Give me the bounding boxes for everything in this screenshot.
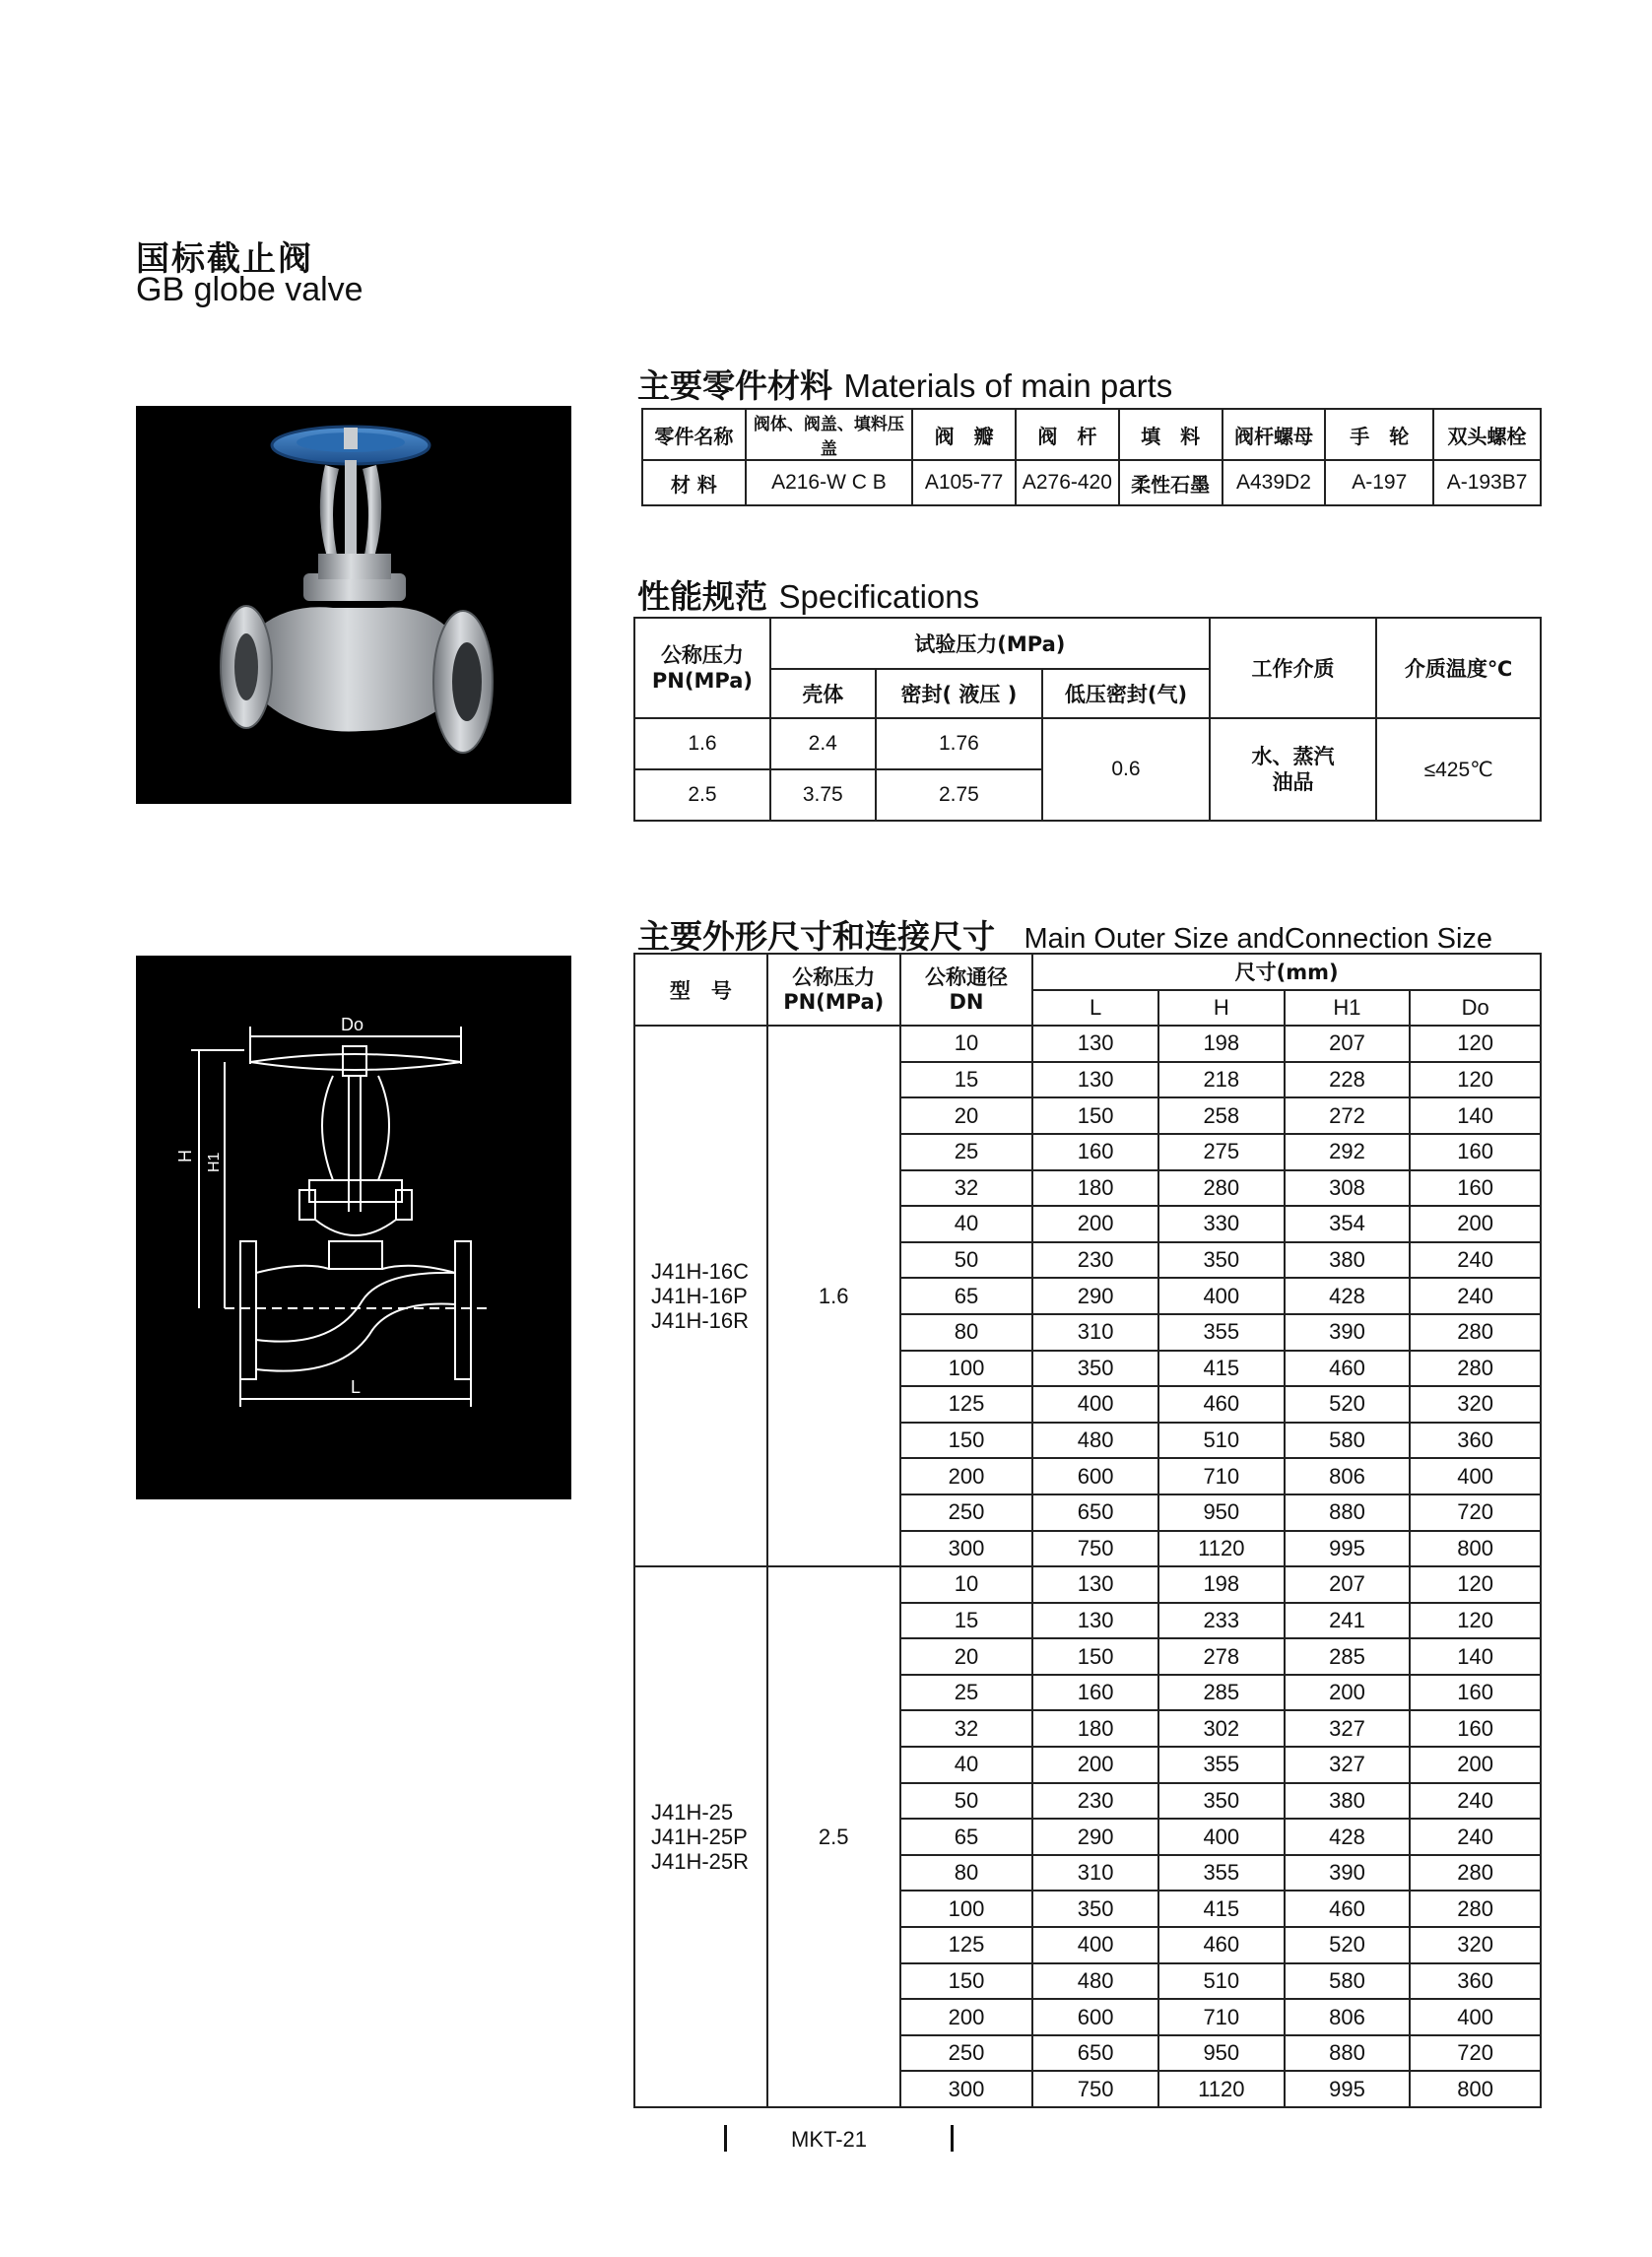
dim-h: 198 [1158,1026,1285,1062]
dim-h: 415 [1158,1351,1285,1387]
materials-header-cell: 双头螺栓 [1433,409,1541,460]
spec-seal: 1.76 [876,718,1043,769]
dim-dn: 300 [900,2071,1033,2107]
materials-header-cell: 零件名称 [642,409,746,460]
materials-header-cell: 填 料 [1119,409,1222,460]
materials-header-cell: 阀体、阀盖、填料压盖 [746,409,913,460]
spec-header-shell: 壳体 [770,669,876,718]
dim-model: J41H-16C J41H-16P J41H-16R [634,1026,767,1566]
footer-bar-left [724,2125,727,2152]
dim-row [634,1566,1541,1603]
dim-header-pn: 公称压力 PN(MPa) [767,954,900,1026]
valve-photo [136,406,571,804]
dimension-drawing-graphic [136,956,571,1499]
spec-pn: 2.5 [634,769,770,821]
materials-value-cell: A105-77 [912,460,1016,505]
spec-header-pn: 公称压力 PN(MPa) [634,618,770,718]
dim-do: 280 [1410,1314,1541,1351]
dim-h1: 460 [1285,1891,1411,1927]
dim-h1: 200 [1285,1675,1411,1711]
dim-l: 480 [1032,1963,1158,2000]
drawing-label-h: H [175,1150,195,1162]
dim-h1: 580 [1285,1423,1411,1459]
dim-do: 400 [1410,1458,1541,1494]
dim-l: 290 [1032,1278,1158,1314]
dim-l: 160 [1032,1675,1158,1711]
materials-title-en: Materials of main parts [843,367,1173,404]
dim-do: 240 [1410,1819,1541,1855]
materials-title-cn: 主要零件材料 [637,366,832,405]
dim-l: 130 [1032,1603,1158,1639]
dim-dn: 80 [900,1855,1033,1892]
materials-value-row [642,460,1541,505]
dim-l: 650 [1032,1494,1158,1531]
dim-h: 355 [1158,1747,1285,1783]
dim-h: 258 [1158,1097,1285,1134]
spec-seal: 2.75 [876,769,1043,821]
dim-h1: 520 [1285,1927,1411,1963]
dim-h: 275 [1158,1134,1285,1170]
dim-h1: 995 [1285,2071,1411,2107]
dim-dn: 32 [900,1170,1033,1207]
dim-do: 320 [1410,1927,1541,1963]
dim-l: 310 [1032,1314,1158,1351]
dim-do: 360 [1410,1963,1541,2000]
page-title-cn: 国标截止阀 [136,239,313,279]
materials-header-cell: 阀 瓣 [912,409,1016,460]
dim-do: 160 [1410,1134,1541,1170]
dim-dn: 250 [900,2035,1033,2072]
dim-do: 200 [1410,1747,1541,1783]
materials-value-cell: A-193B7 [1433,460,1541,505]
dim-do: 160 [1410,1710,1541,1747]
dim-do: 280 [1410,1855,1541,1892]
dim-h1: 390 [1285,1855,1411,1892]
dim-h1: 428 [1285,1819,1411,1855]
dim-dn: 125 [900,1386,1033,1423]
dim-h: 278 [1158,1638,1285,1675]
valve-photo-graphic [136,406,571,804]
dim-h: 950 [1158,1494,1285,1531]
drawing-label-h1: H1 [206,1152,223,1172]
dim-row [634,1026,1541,1062]
dim-h1: 327 [1285,1710,1411,1747]
dim-l: 200 [1032,1206,1158,1242]
dim-l: 130 [1032,1026,1158,1062]
dim-l: 180 [1032,1710,1158,1747]
dim-header-size: 尺寸(mm) [1032,954,1541,990]
dim-dn: 250 [900,1494,1033,1531]
dim-h: 1120 [1158,2071,1285,2107]
dim-header-h1: H1 [1285,990,1411,1027]
dim-do: 720 [1410,1494,1541,1531]
dim-dn: 25 [900,1134,1033,1170]
dim-l: 350 [1032,1891,1158,1927]
dim-h: 415 [1158,1891,1285,1927]
dim-l: 600 [1032,1458,1158,1494]
dim-l: 600 [1032,1999,1158,2035]
dim-h1: 460 [1285,1351,1411,1387]
dim-l: 180 [1032,1170,1158,1207]
dimensions-table [633,953,1542,2108]
spec-header-medium: 工作介质 [1210,618,1377,718]
dim-h1: 354 [1285,1206,1411,1242]
dim-do: 120 [1410,1062,1541,1098]
dim-header-h: H [1158,990,1285,1027]
dim-do: 240 [1410,1278,1541,1314]
dim-do: 280 [1410,1891,1541,1927]
specs-title-cn: 性能规范 [637,577,767,616]
dim-h1: 207 [1285,1026,1411,1062]
dim-dn: 10 [900,1566,1033,1603]
spec-header-test: 试验压力(MPa) [770,618,1210,669]
dim-do: 800 [1410,1531,1541,1567]
dim-do: 160 [1410,1170,1541,1207]
dim-model: J41H-25 J41H-25P J41H-25R [634,1566,767,2107]
spec-header-temp: 介质温度℃ [1376,618,1541,718]
materials-value-cell: A276-420 [1016,460,1119,505]
spec-row [634,718,1541,769]
dim-h: 218 [1158,1062,1285,1098]
dim-do: 280 [1410,1351,1541,1387]
dim-dn: 32 [900,1710,1033,1747]
dim-dn: 65 [900,1278,1033,1314]
dim-l: 350 [1032,1351,1158,1387]
spec-header-low: 低压密封(气) [1042,669,1210,718]
dim-h1: 806 [1285,1458,1411,1494]
materials-value-cell: A216-W C B [746,460,913,505]
dim-l: 480 [1032,1423,1158,1459]
dim-h: 233 [1158,1603,1285,1639]
dim-do: 120 [1410,1566,1541,1603]
dim-h1: 285 [1285,1638,1411,1675]
dim-h1: 806 [1285,1999,1411,2035]
specs-title [637,571,979,618]
dim-dn: 65 [900,1819,1033,1855]
dim-dn: 100 [900,1891,1033,1927]
dim-l: 230 [1032,1783,1158,1820]
dim-dn: 50 [900,1242,1033,1279]
dim-h: 355 [1158,1314,1285,1351]
dim-h1: 520 [1285,1386,1411,1423]
dim-h1: 580 [1285,1963,1411,2000]
materials-title [637,361,1172,407]
materials-header-cell: 手 轮 [1325,409,1433,460]
dim-l: 150 [1032,1097,1158,1134]
dim-do: 200 [1410,1206,1541,1242]
dim-l: 750 [1032,1531,1158,1567]
dim-h1: 207 [1285,1566,1411,1603]
dim-l: 150 [1032,1638,1158,1675]
materials-value-cell: 柔性石墨 [1119,460,1222,505]
dim-h: 350 [1158,1242,1285,1279]
dim-do: 160 [1410,1675,1541,1711]
dim-l: 750 [1032,2071,1158,2107]
dim-h: 198 [1158,1566,1285,1603]
dim-do: 320 [1410,1386,1541,1423]
dim-dn: 50 [900,1783,1033,1820]
dim-dn: 150 [900,1963,1033,2000]
dim-h: 400 [1158,1278,1285,1314]
specs-table [633,617,1542,822]
dim-dn: 80 [900,1314,1033,1351]
dim-dn: 25 [900,1675,1033,1711]
dim-h1: 241 [1285,1603,1411,1639]
dim-h: 460 [1158,1386,1285,1423]
dim-dn: 300 [900,1531,1033,1567]
dim-l: 650 [1032,2035,1158,2072]
spec-shell: 3.75 [770,769,876,821]
drawing-label-l: L [351,1377,362,1397]
dim-do: 120 [1410,1026,1541,1062]
spec-pn: 1.6 [634,718,770,769]
dim-dn: 15 [900,1603,1033,1639]
dim-h1: 228 [1285,1062,1411,1098]
materials-table [641,408,1542,506]
materials-value-cell: A-197 [1325,460,1433,505]
dim-h: 330 [1158,1206,1285,1242]
dim-h1: 308 [1285,1170,1411,1207]
dim-h1: 880 [1285,2035,1411,2072]
dim-dn: 125 [900,1927,1033,1963]
dim-do: 720 [1410,2035,1541,2072]
drawing-label-do: Do [341,1015,364,1034]
dim-l: 130 [1032,1566,1158,1603]
dimensions-title [637,911,1492,958]
materials-value-cell: A439D2 [1222,460,1326,505]
dim-do: 800 [1410,2071,1541,2107]
spec-header-seal: 密封( 液压 ) [876,669,1043,718]
dim-l: 400 [1032,1386,1158,1423]
dim-h: 950 [1158,2035,1285,2072]
dim-do: 240 [1410,1242,1541,1279]
dim-h: 710 [1158,1458,1285,1494]
dim-h1: 995 [1285,1531,1411,1567]
dimensions-title-en: Main Outer Size andConnection Size [1024,923,1493,955]
dim-header-model: 型 号 [634,954,767,1026]
dim-h: 350 [1158,1783,1285,1820]
dim-h: 400 [1158,1819,1285,1855]
dim-dn: 200 [900,1458,1033,1494]
dim-pn: 2.5 [767,1566,900,2107]
dim-dn: 10 [900,1026,1033,1062]
specs-title-en: Specifications [778,578,980,615]
dim-do: 360 [1410,1423,1541,1459]
footer-bar-right [951,2125,954,2152]
materials-header-cell: 阀 杆 [1016,409,1119,460]
dim-header-do: Do [1410,990,1541,1027]
dim-dn: 20 [900,1097,1033,1134]
page-title-en: GB globe valve [136,271,363,308]
dim-h1: 880 [1285,1494,1411,1531]
dim-dn: 20 [900,1638,1033,1675]
dim-do: 140 [1410,1638,1541,1675]
dim-h: 710 [1158,1999,1285,2035]
dim-h1: 272 [1285,1097,1411,1134]
dim-h1: 327 [1285,1747,1411,1783]
materials-value-cell: 材 料 [642,460,746,505]
dim-dn: 15 [900,1062,1033,1098]
dim-do: 240 [1410,1783,1541,1820]
dim-do: 400 [1410,1999,1541,2035]
dim-h1: 292 [1285,1134,1411,1170]
dim-l: 290 [1032,1819,1158,1855]
dim-l: 130 [1032,1062,1158,1098]
spec-medium: 水、蒸汽 油品 [1210,718,1377,821]
dim-h: 1120 [1158,1531,1285,1567]
dim-l: 230 [1032,1242,1158,1279]
materials-header-row [642,409,1541,460]
dim-header-l: L [1032,990,1158,1027]
dim-do: 140 [1410,1097,1541,1134]
dim-l: 400 [1032,1927,1158,1963]
dim-l: 160 [1032,1134,1158,1170]
dim-h: 510 [1158,1963,1285,2000]
dim-header-dn: 公称通径 DN [900,954,1033,1026]
dim-h: 460 [1158,1927,1285,1963]
dim-h1: 428 [1285,1278,1411,1314]
spec-temp: ≤425℃ [1376,718,1541,821]
page-number: MKT-21 [791,2127,868,2152]
dim-l: 310 [1032,1855,1158,1892]
dim-h: 302 [1158,1710,1285,1747]
dimensions-title-cn: 主要外形尺寸和连接尺寸 [637,917,995,956]
dim-h1: 390 [1285,1314,1411,1351]
dim-l: 200 [1032,1747,1158,1783]
dim-h1: 380 [1285,1242,1411,1279]
dim-do: 120 [1410,1603,1541,1639]
dim-h: 285 [1158,1675,1285,1711]
dim-dn: 150 [900,1423,1033,1459]
materials-header-cell: 阀杆螺母 [1222,409,1326,460]
dim-h: 510 [1158,1423,1285,1459]
dim-dn: 40 [900,1206,1033,1242]
dim-h: 280 [1158,1170,1285,1207]
spec-low: 0.6 [1042,718,1210,821]
dim-h1: 380 [1285,1783,1411,1820]
spec-shell: 2.4 [770,718,876,769]
dim-pn: 1.6 [767,1026,900,1566]
dim-dn: 40 [900,1747,1033,1783]
valve-dimension-drawing [136,956,571,1499]
dim-dn: 200 [900,1999,1033,2035]
dim-h: 355 [1158,1855,1285,1892]
dim-dn: 100 [900,1351,1033,1387]
